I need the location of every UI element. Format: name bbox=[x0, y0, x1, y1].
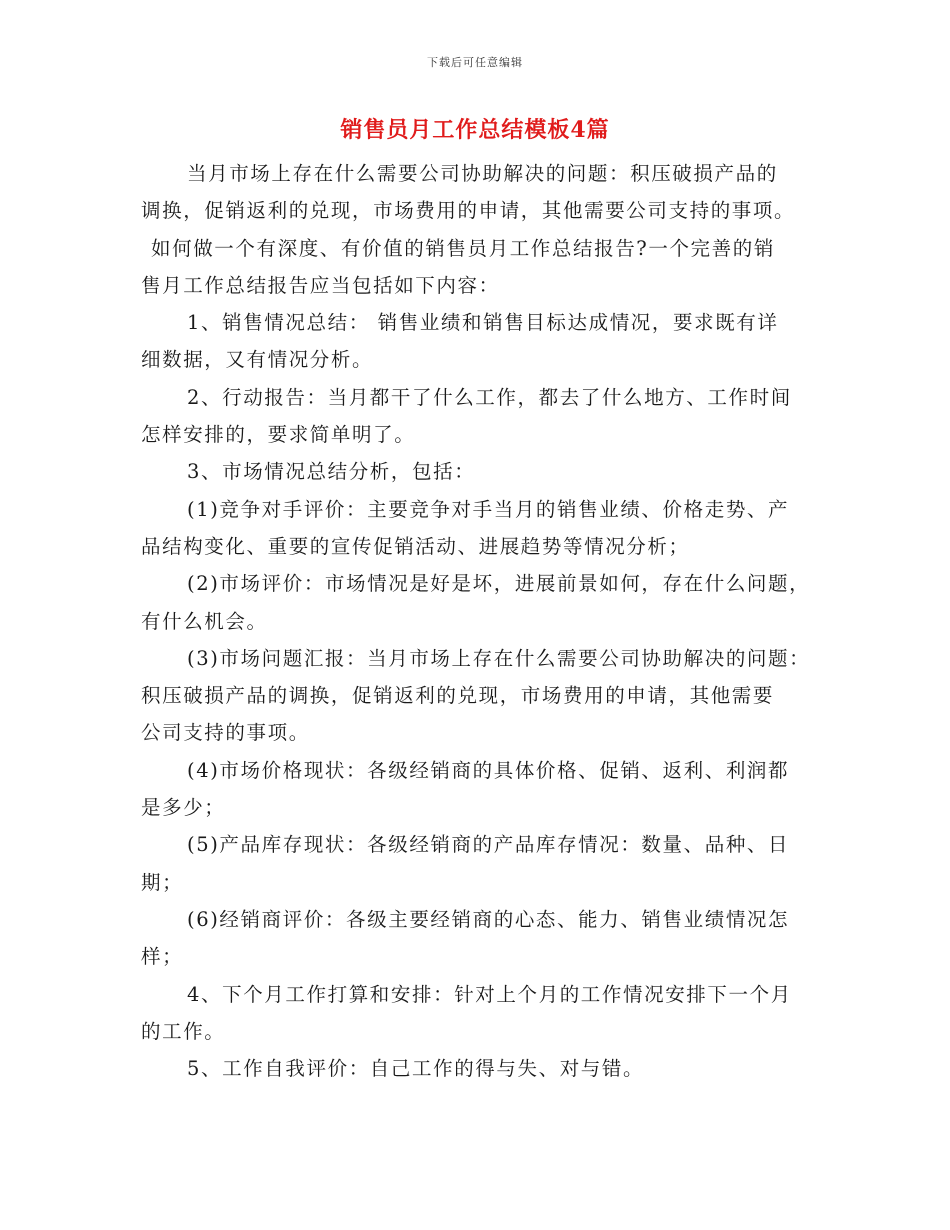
paragraph-line: (4)市场价格现状：各级经销商的具体价格、促销、返利、利润都 bbox=[187, 758, 790, 782]
paragraph-line: 2、行动报告：当月都干了什么工作，都去了什么地方、工作时间 bbox=[187, 385, 792, 409]
paragraph-line: (2)市场评价：市场情况是好是坏，进展前景如何，存在什么问题， bbox=[187, 572, 811, 596]
paragraph-line: 3、市场情况总结分析，包括： bbox=[187, 460, 476, 484]
paragraph-line: 细数据，又有情况分析。 bbox=[141, 348, 374, 372]
paragraph-line: 售月工作总结报告应当包括如下内容： bbox=[141, 273, 500, 297]
paragraph-line: 调换，促销返利的兑现，市场费用的申请，其他需要公司支持的事项。 bbox=[141, 199, 796, 223]
paragraph-line: 公司支持的事项。 bbox=[141, 721, 310, 745]
paragraph-line: 期； bbox=[141, 870, 184, 894]
paragraph-line: 积压破损产品的调换，促销返利的兑现，市场费用的申请，其他需要 bbox=[141, 684, 775, 708]
paragraph-line: 如何做一个有深度、有价值的销售员月工作总结报告?一个完善的销 bbox=[151, 236, 775, 260]
paragraph-line: (6)经销商评价：各级主要经销商的心态、能力、销售业绩情况怎 bbox=[187, 907, 790, 931]
paragraph-line: 是多少； bbox=[141, 796, 226, 820]
paragraph-line: 4、下个月工作打算和安排：针对上个月的工作情况安排下一个月 bbox=[187, 982, 792, 1006]
paragraph-line: 有什么机会。 bbox=[141, 609, 268, 633]
paragraph-line: 怎样安排的，要求简单明了。 bbox=[141, 423, 416, 447]
paragraph-line: 的工作。 bbox=[141, 1019, 226, 1043]
paragraph-line: 5、工作自我评价：自己工作的得与失、对与错。 bbox=[187, 1057, 645, 1081]
document-body bbox=[141, 155, 821, 1087]
paragraph-line: (3)市场问题汇报：当月市场上存在什么需要公司协助解决的问题： bbox=[187, 646, 811, 670]
paragraph-line: 当月市场上存在什么需要公司协助解决的问题：积压破损产品的 bbox=[187, 162, 778, 185]
paragraph-line: 样； bbox=[141, 945, 184, 969]
paragraph-line: 1、销售情况总结： 销售业绩和销售目标达成情况，要求既有详 bbox=[187, 311, 779, 335]
header-note: 下载后可任意编辑 bbox=[427, 56, 523, 69]
paragraph-line: 品结构变化、重要的宣传促销活动、进展趋势等情况分析； bbox=[141, 534, 690, 558]
paragraph-line: (1)竞争对手评价：主要竞争对手当月的销售业绩、价格走势、产 bbox=[187, 497, 790, 521]
paragraph-line: (5)产品库存现状：各级经销商的产品库存情况：数量、品种、日 bbox=[187, 833, 790, 857]
document-title: 销售员月工作总结模板4篇 bbox=[340, 117, 610, 143]
